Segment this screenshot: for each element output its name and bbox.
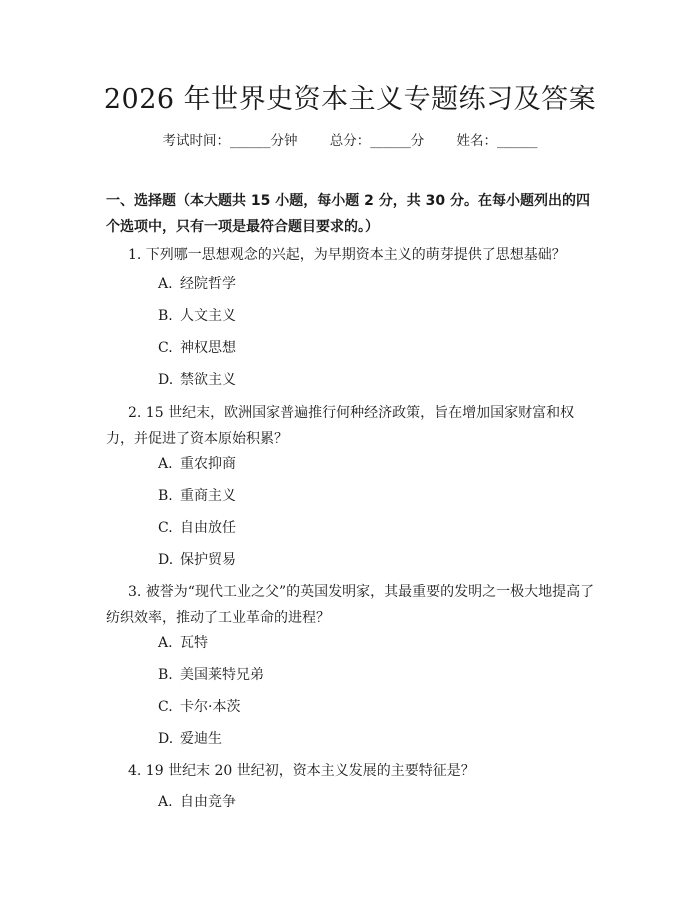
option-text: 爱迪生 bbox=[180, 731, 222, 747]
question-2: 2. 15 世纪末，欧洲国家普遍推行何种经济政策，旨在增加国家财富和权力，并促进了资本原始积累？ bbox=[106, 405, 575, 447]
option-letter: C. bbox=[158, 340, 173, 356]
option-text: 卡尔·本茨 bbox=[180, 699, 241, 715]
question-2-option-b bbox=[158, 485, 236, 507]
student-name: 姓名：______ bbox=[456, 133, 538, 149]
page-title: 2026 年世界史资本主义专题练习及答案 bbox=[103, 84, 597, 115]
option-letter: D. bbox=[158, 552, 174, 568]
option-letter: C. bbox=[158, 699, 173, 715]
option-letter: A. bbox=[158, 794, 173, 810]
option-letter: D. bbox=[158, 372, 174, 388]
option-text: 保护贸易 bbox=[180, 552, 236, 568]
option-letter: B. bbox=[158, 667, 173, 683]
option-text: 人文主义 bbox=[180, 308, 236, 324]
question-4-option-a bbox=[158, 791, 236, 813]
option-text: 瓦特 bbox=[180, 635, 208, 651]
question-3-option-b bbox=[158, 664, 264, 686]
question-2-option-a bbox=[158, 453, 236, 475]
question-1-option-d bbox=[158, 369, 236, 391]
question-4: 4. 19 世纪末 20 世纪初，资本主义发展的主要特征是？ bbox=[128, 763, 475, 779]
option-text: 自由放任 bbox=[180, 520, 236, 536]
question-3-option-a bbox=[158, 632, 208, 654]
option-text: 经院哲学 bbox=[180, 276, 236, 292]
question-1-option-b bbox=[158, 305, 236, 327]
option-text: 自由竞争 bbox=[180, 794, 236, 810]
option-text: 重农抑商 bbox=[180, 456, 236, 472]
question-3: 3. 被誉为“现代工业之父”的英国发明家，其最重要的发明之一极大地提高了纺织效率，推动了工业革命的进程？ bbox=[106, 584, 595, 626]
question-3-option-c bbox=[158, 696, 240, 718]
question-1: 1. 下列哪一思想观念的兴起，为早期资本主义的萌芽提供了思想基础？ bbox=[128, 247, 566, 263]
option-letter: B. bbox=[158, 308, 173, 324]
question-3-option-d bbox=[158, 728, 222, 750]
option-letter: B. bbox=[158, 488, 173, 504]
option-letter: A. bbox=[158, 635, 173, 651]
question-2-option-d bbox=[158, 549, 236, 571]
option-text: 禁欲主义 bbox=[180, 372, 236, 388]
exam-score: 总分：______分 bbox=[329, 133, 425, 149]
exam-time: 考试时间：______分钟 bbox=[162, 133, 298, 149]
exam-meta bbox=[0, 130, 700, 152]
option-text: 重商主义 bbox=[180, 488, 236, 504]
question-2-option-c bbox=[158, 517, 236, 539]
option-letter: D. bbox=[158, 731, 174, 747]
option-letter: C. bbox=[158, 520, 173, 536]
option-text: 美国莱特兄弟 bbox=[180, 667, 264, 683]
option-letter: A. bbox=[158, 456, 173, 472]
option-letter: A. bbox=[158, 276, 173, 292]
option-text: 神权思想 bbox=[180, 340, 236, 356]
question-1-option-c bbox=[158, 337, 236, 359]
question-1-option-a bbox=[158, 273, 236, 295]
section-heading: 一、选择题（本大题共 15 小题，每小题 2 分，共 30 分。在每小题列出的四个选项中，只有一项是最符合题目要求的。） bbox=[106, 193, 590, 235]
